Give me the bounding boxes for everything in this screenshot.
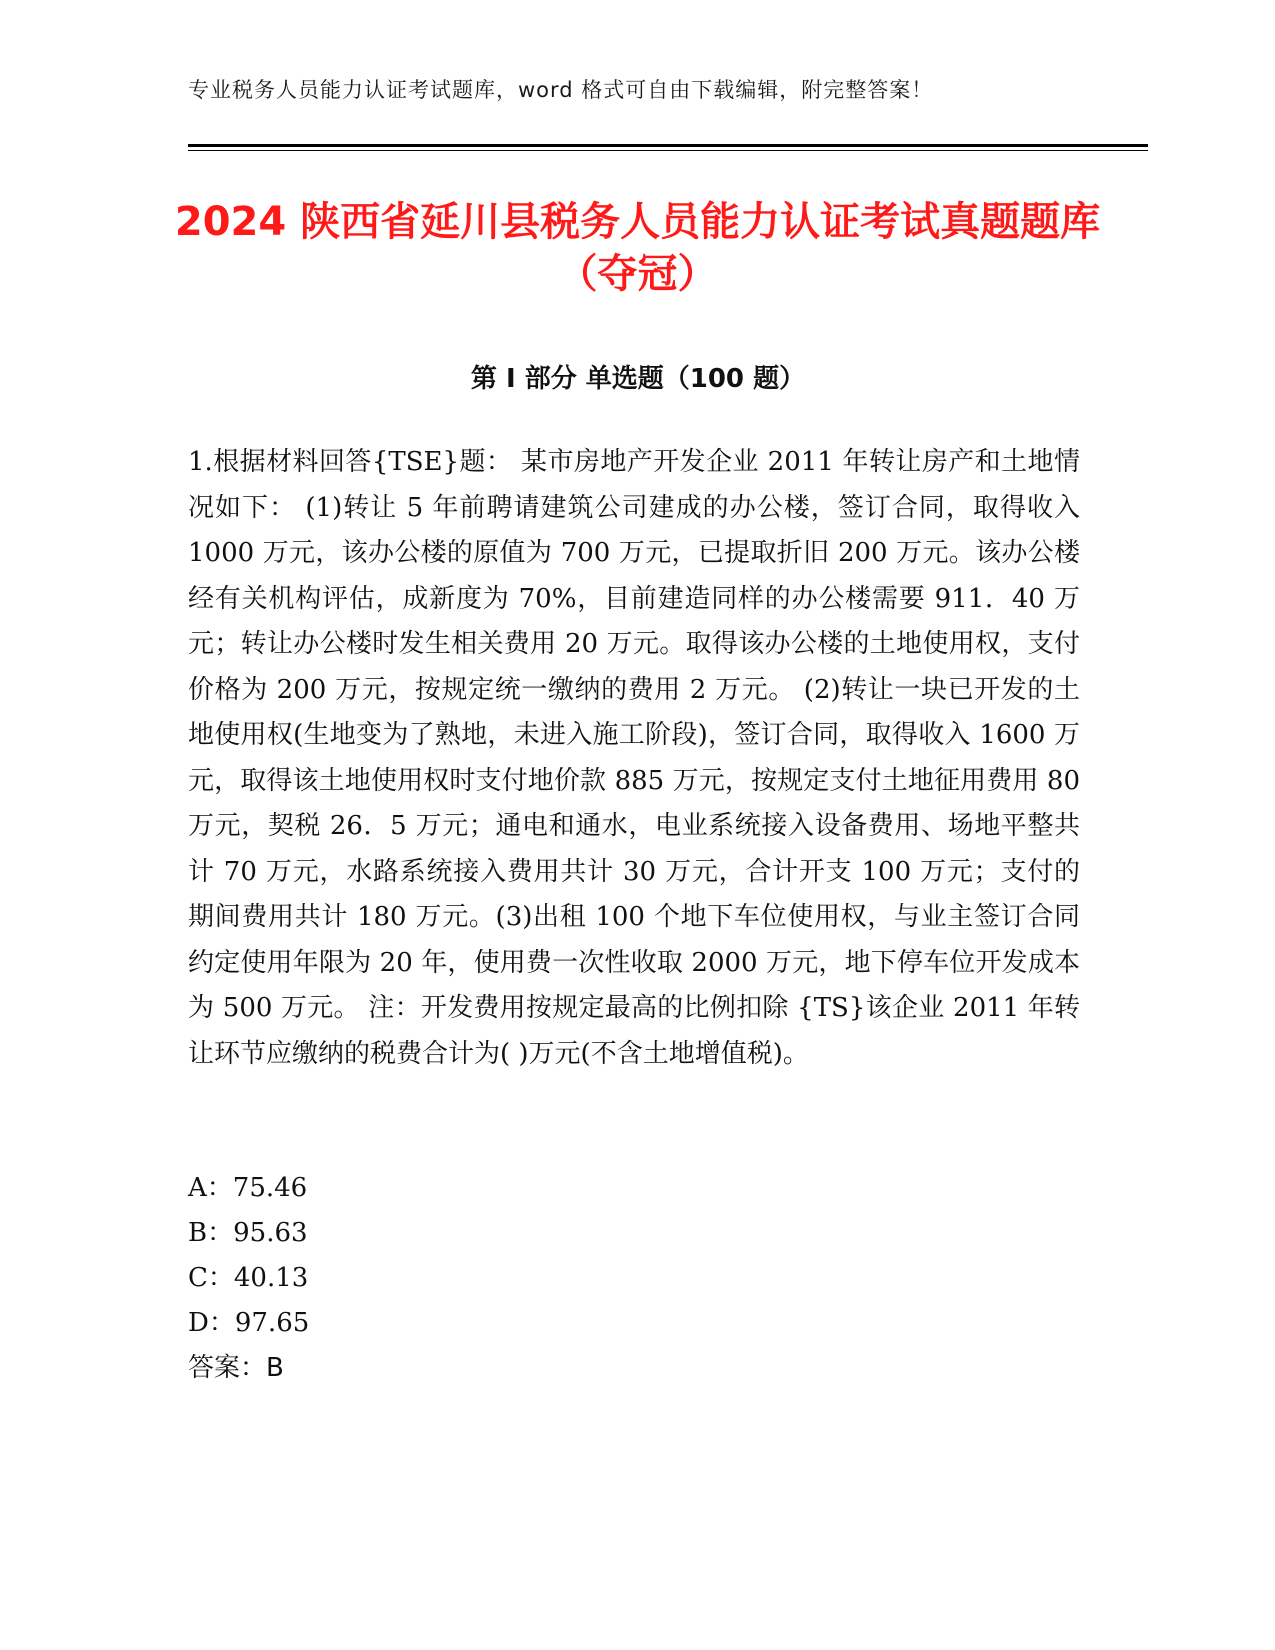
header-rule-thick — [188, 144, 1148, 147]
option-a: A：75.46 — [188, 1173, 308, 1203]
header-rule-thin — [188, 150, 1148, 151]
option-list — [188, 1166, 788, 1346]
document-title: 2024 陕西省延川县税务人员能力认证考试真题题库（夺冠） — [174, 199, 1101, 297]
option-c: C：40.13 — [188, 1263, 309, 1293]
section-heading: 第 I 部分 单选题（100 题） — [470, 364, 806, 394]
answer-text: 答案：B — [188, 1353, 284, 1383]
option-b: B：95.63 — [188, 1218, 308, 1248]
option-d: D：97.65 — [188, 1308, 310, 1338]
question-text: 1.根据材料回答{TSE}题： 某市房地产开发企业 2011 年转让房产和土地情况如下： (1)转让 5 年前聘请建筑公司建成的办公楼，签订合同，取得收入 1000 万元，该办公楼的原值为 700 万元，已提取折旧 200 万元。该办公楼经有关机构评估，成新度为 70%，目前建造同样的办公楼需要 911．40 万元；转让办公楼时发生相关费用 20 万元。取得该办公楼的土地使用权，支付价格为 200 万元，按规定统一缴纳的费用 2 万元。 (2)转让一块已开发的土地使用权(生地变为了熟地，未进入施工阶段)，签订合同，取得收入 1600 万元，取得该土地使用权时支付地价款 885 万元，按规定支付土地征用费用 80 万元，契税 26．5 万元；通电和通水，电业系统接入设备费用、场地平整共计 70 万元，水路系统接入费用共计 30 万元，合计开支 100 万元；支付的期间费用共计 180 万元。(3)出租 100 个地下车位使用权，与业主签订合同约定使用年限为 20 年，使用费一次性收取 2000 万元，地下停车位开发成本为 500 万元。 注：开发费用按规定最高的比例扣除 {TS}该企业 2011 年转让环节应缴纳的税费合计为( )万元(不含土地增值税)。 — [188, 447, 1080, 1069]
page-header: 专业税务人员能力认证考试题库，word 格式可自由下载编辑，附完整答案！ — [188, 78, 934, 102]
